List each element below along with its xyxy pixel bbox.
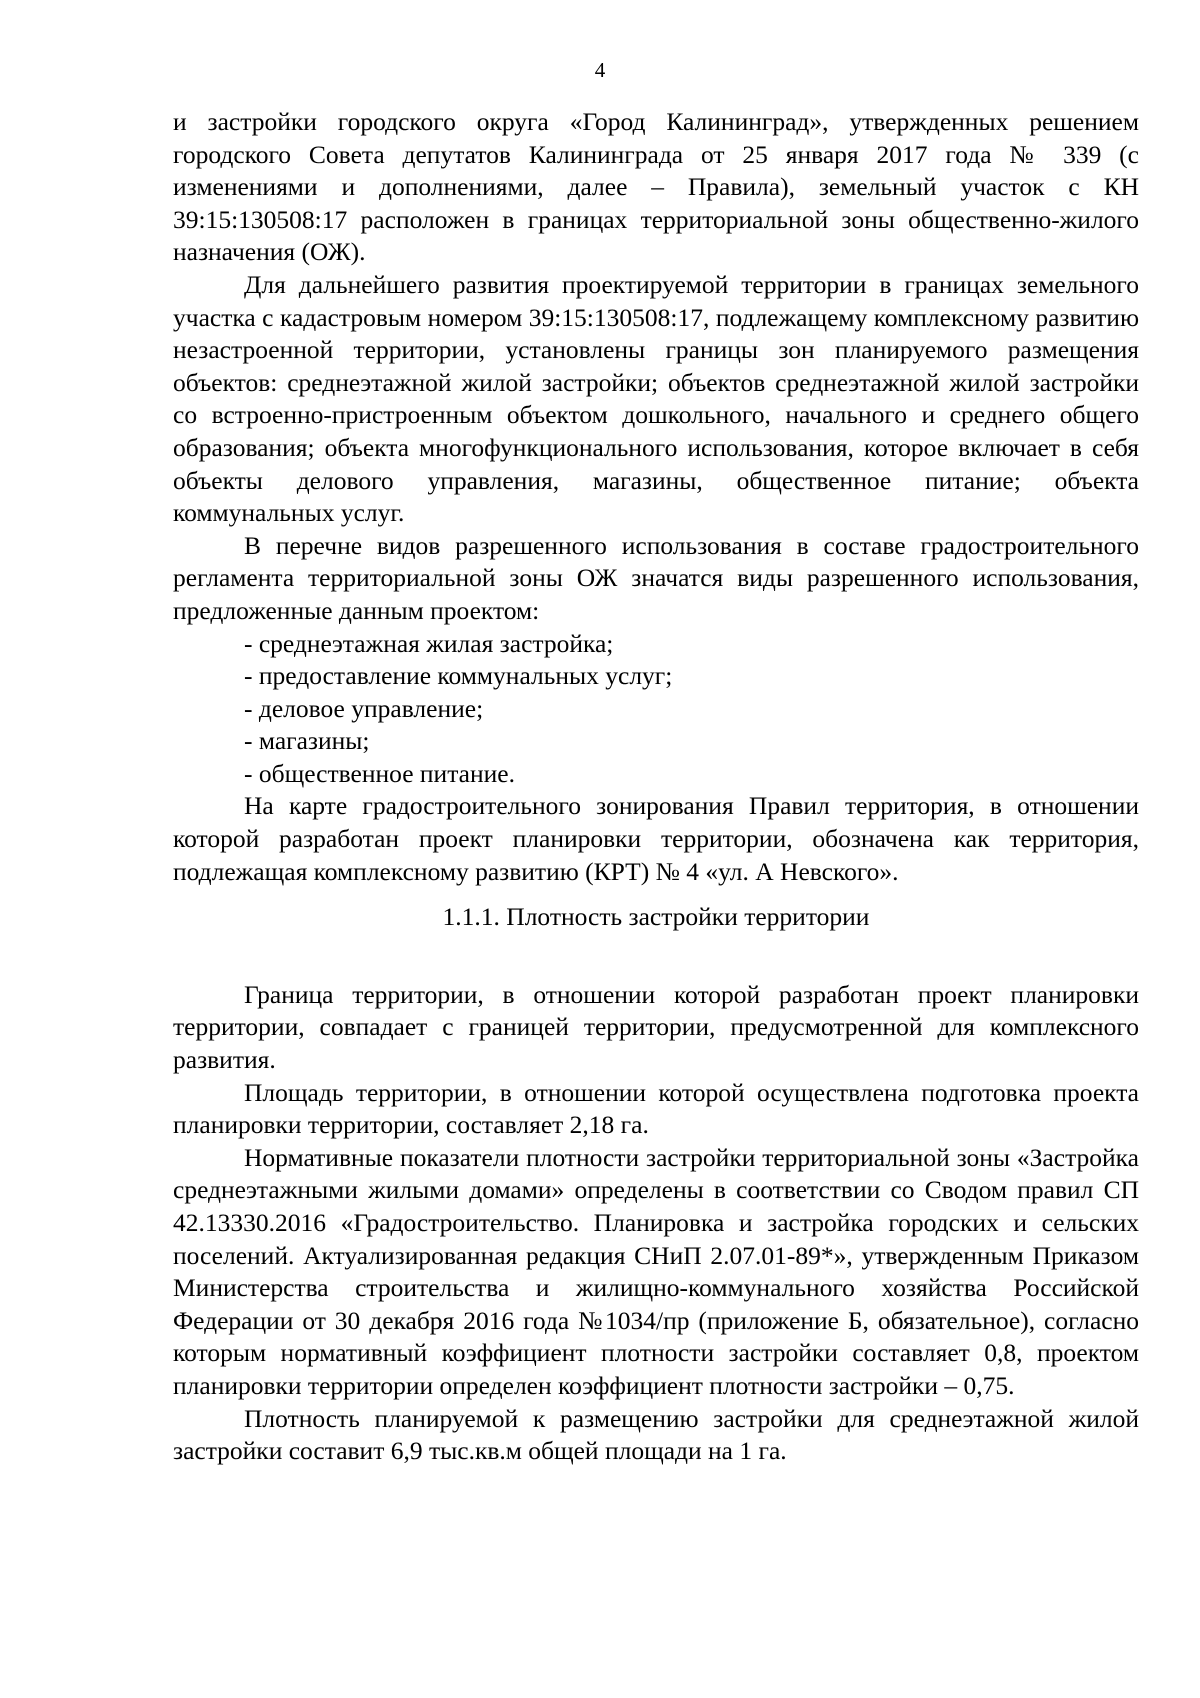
list-item: - общественное питание.	[244, 758, 515, 788]
paragraph-development-zones: Для дальнейшего развития проектируемой территории в границах земельного участка с кадастровым номером 39:15:130508:17, подлежащему комплексному развитию незастроенной территории, установлены границы зон планируемого размещения объектов: среднеэтажной жилой застройки; объектов среднеэтажной жилой застройки со встроенно-пристроенным объектом дошкольного, начального и среднего общего образования; объекта многофункционального использования, которое включает в себя объекты делового управления, магазины, общественное питание; объекта коммунальных услуг.	[173, 269, 1139, 528]
page-number: 4	[594, 58, 606, 82]
paragraph-permitted-use: В перечне видов разрешенного использования в составе градостроительного регламента территориальной зоны ОЖ значатся виды разрешенного использования, предложенные данным проектом:	[173, 530, 1139, 625]
paragraph-territory-boundary: Граница территории, в отношении которой разработан проект планировки территории, совпадает с границей территории, предусмотренной для комплексного развития.	[173, 979, 1139, 1075]
list-item: - предоставление коммунальных услуг;	[244, 661, 673, 691]
paragraph-zoning-map: На карте градостроительного зонирования Правил территория, в отношении которой разработан проект планировки территории, обозначена как территория, подлежащая комплексному развитию (КРТ) № 4 «ул. А Невского».	[173, 791, 1139, 886]
section-heading: 1.1.1. Плотность застройки территории	[442, 902, 870, 932]
document-body	[173, 106, 1139, 1468]
list-item: - магазины;	[244, 726, 370, 756]
paragraph-planned-density: Плотность планируемой к размещению застройки для среднеэтажной жилой застройки составит 6,9 тыс.кв.м общей площади на 1 га.	[173, 1403, 1139, 1466]
permitted-use-list	[173, 628, 1139, 791]
list-item: - среднеэтажная жилая застройка;	[244, 628, 614, 658]
paragraph-density-standards: Нормативные показатели плотности застройки территориальной зоны «Застройка среднеэтажными жилыми домами» определены в соответствии со Сводом правил СП 42.13330.2016 «Градостроительство. Планировка и застройка городских и сельских поселений. Актуализированная редакция СНиП 2.07.01-89*», утвержденным Приказом Министерства строительства и жилищно-коммунального хозяйства Российской Федерации от 30 декабря 2016 года №1034/пр (приложение Б, обязательное), согласно которым нормативный коэффициент плотности застройки составляет 0,8, проектом планировки территории определен коэффициент плотности застройки – 0,75.	[173, 1142, 1139, 1400]
paragraph-zone-location: и застройки городского округа «Город Калининград», утвержденных решением городского Совета депутатов Калининграда от 25 января 2017 года № 339 (с изменениями и дополнениями, далее – Правила), земельный участок с КН 39:15:130508:17 расположен в границах территориальной зоны общественно-жилого назначения (ОЖ).	[173, 107, 1139, 267]
paragraph-territory-area: Площадь территории, в отношении которой осуществлена подготовка проекта планировки территории, составляет 2,18 га.	[173, 1077, 1139, 1140]
list-item: - деловое управление;	[244, 693, 484, 723]
